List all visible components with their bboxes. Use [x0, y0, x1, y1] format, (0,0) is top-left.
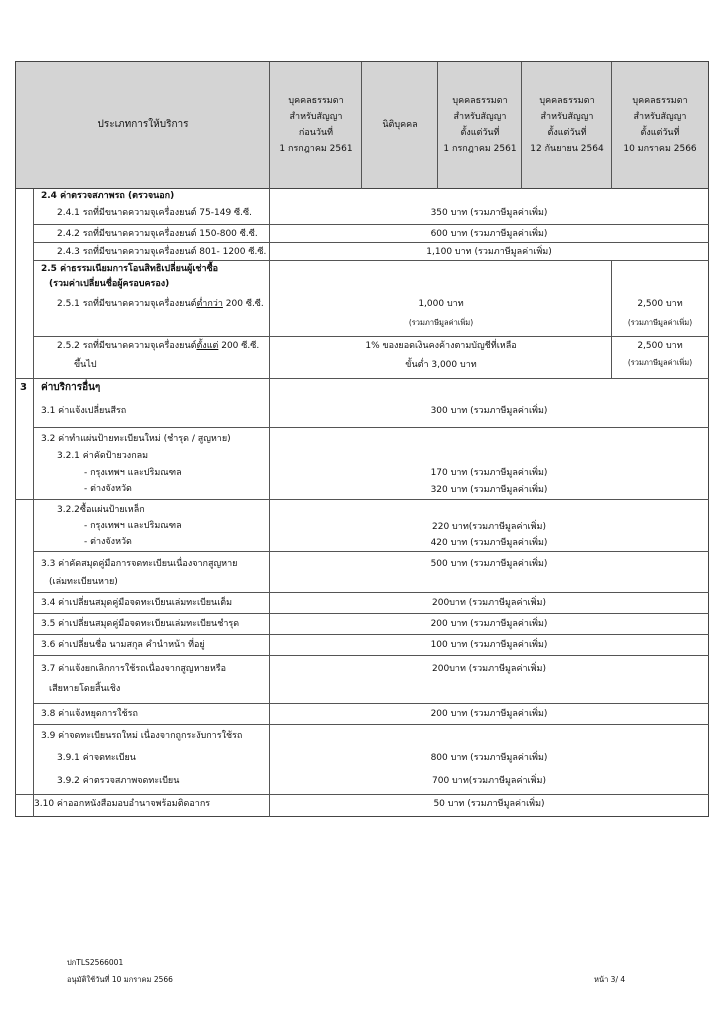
- item-2-5-2-label: 2.5.2 รถที่มีขนาดความจุเครื่องยนต์ตั้งแต่ 200 ซี.ซี.: [57, 341, 260, 351]
- item-2-5-1-vat-2566: (รวมภาษีมูลค่าเพิ่ม): [627, 318, 693, 327]
- item-2-5-1-price-2566: 2,500 บาท: [637, 299, 683, 309]
- item-2-4-2-price: 600 บาท (รวมภาษีมูลค่าเพิ่ม): [430, 229, 548, 239]
- item-3-9-2-price: 700 บาท(รวมภาษีมูลค่าเพิ่ม): [432, 776, 546, 786]
- item-3-2-2-province: - ต่างจังหวัด: [84, 537, 132, 547]
- item-3-6-label: 3.6 ค่าเปลี่ยนชื่อ นามสกุล คำนำหน้า ที่อยู่: [41, 640, 205, 650]
- item-3-9-label: 3.9 ค่าจดทะเบียนรถใหม่ เนื่องจากถูกระงับการใช้รถ: [41, 731, 243, 741]
- item-3-5-price: 200 บาท (รวมภาษีมูลค่าเพิ่ม): [430, 619, 548, 629]
- item-3-7-price: 200บาท (รวมภาษีมูลค่าเพิ่ม): [432, 664, 546, 674]
- document-code: ปกTLS2566001: [67, 958, 124, 967]
- item-3-6-price: 100 บาท (รวมภาษีมูลค่าเพิ่ม): [430, 640, 548, 650]
- item-3-3-price: 500 บาท (รวมภาษีมูลค่าเพิ่ม): [430, 559, 548, 569]
- item-3-3-label: 3.3 ค่าคัดสมุดคู่มือการจดทะเบียนเนื่องจากสูญหาย: [41, 559, 238, 569]
- item-3-2-label: 3.2 ค่าทำแผ่นป้ายทะเบียนใหม่ (ชำรุด / สูญหาย): [41, 434, 231, 444]
- approval-date: อนุมัติใช้วันที่ 10 มกราคม 2566: [67, 975, 173, 984]
- item-2-5-1-label: 2.5.1 รถที่มีขนาดความจุเครื่องยนต์ต่ำกว่า 200 ซี.ซี.: [57, 299, 264, 309]
- item-2-5-1-vat: (รวมภาษีมูลค่าเพิ่ม): [408, 318, 474, 327]
- item-2-5-2-price: 1% ของยอดเงินคงค้างตามบัญชีที่เหลือ: [365, 341, 517, 351]
- item-3-2-2-bangkok-price: 220 บาท(รวมภาษีมูลค่าเพิ่ม): [432, 522, 546, 532]
- header-individual-from-2566: บุคคลธรรมดา สำหรับสัญญา ตั้งแต่วันที่ 10 มกราคม 2566: [623, 96, 697, 154]
- item-3-8-price: 200 บาท (รวมภาษีมูลค่าเพิ่ม): [430, 709, 548, 719]
- header-service-type: ประเภทการให้บริการ: [97, 119, 189, 130]
- item-2-5-2-label-line2: ขึ้นไป: [74, 360, 97, 370]
- header-individual-from-2561: บุคคลธรรมดา สำหรับสัญญา ตั้งแต่วันที่ 1 กรกฎาคม 2561: [443, 96, 517, 154]
- page-number: หน้า 3/ 4: [594, 975, 626, 984]
- item-3-9-1-label: 3.9.1 ค่าจดทะเบียน: [57, 753, 136, 763]
- item-2-4-2-label: 2.4.2 รถที่มีขนาดความจุเครื่องยนต์ 150-800 ซี.ซี.: [57, 229, 258, 239]
- item-3-4-label: 3.4 ค่าเปลี่ยนสมุดคู่มือจดทะเบียนเล่มทะเบียนเต็ม: [41, 598, 233, 608]
- item-2-5-2-vat-2566: (รวมภาษีมูลค่าเพิ่ม): [627, 358, 693, 367]
- item-3-1-price: 300 บาท (รวมภาษีมูลค่าเพิ่ม): [430, 406, 548, 416]
- item-3-10-price: 50 บาท (รวมภาษีมูลค่าเพิ่ม): [433, 799, 545, 809]
- item-2-4-3-price: 1,100 บาท (รวมภาษีมูลค่าเพิ่ม): [426, 247, 552, 257]
- section-3-number: 3: [20, 382, 27, 393]
- item-3-4-price: 200บาท (รวมภาษีมูลค่าเพิ่ม): [432, 598, 546, 608]
- item-2-4-3-label: 2.4.3 รถที่มีขนาดความจุเครื่องยนต์ 801- 1200 ซี.ซี.: [57, 247, 267, 257]
- item-3-7-label: 3.7 ค่าแจ้งยกเลิกการใช้รถเนื่องจากสูญหายหรือ: [41, 664, 227, 674]
- header-individual-before-2561: บุคคลธรรมดา สำหรับสัญญา ก่อนวันที่ 1 กรกฎาคม 2561: [279, 96, 353, 154]
- item-3-2-1-province-price: 320 บาท (รวมภาษีมูลค่าเพิ่ม): [430, 485, 548, 495]
- item-2-5-2-price-2566: 2,500 บาท: [637, 341, 683, 351]
- item-3-3-label-line2: (เล่มทะเบียนหาย): [49, 577, 118, 587]
- item-3-2-2-province-price: 420 บาท (รวมภาษีมูลค่าเพิ่ม): [430, 538, 548, 548]
- section-2-4-title: 2.4 ค่าตรวจสภาพรถ (ตรวจนอก): [41, 191, 175, 201]
- header-juristic-person: นิติบุคคล: [382, 120, 418, 130]
- item-3-2-1-province: - ต่างจังหวัด: [84, 484, 132, 494]
- section-2-5-subtitle: (รวมค่าเปลี่ยนชื่อผู้ครอบครอง): [49, 279, 170, 289]
- item-3-9-1-price: 800 บาท (รวมภาษีมูลค่าเพิ่ม): [430, 753, 548, 763]
- item-2-5-2-minimum: ขั้นต่ำ 3,000 บาท: [405, 360, 477, 370]
- item-3-8-label: 3.8 ค่าแจ้งหยุดการใช้รถ: [41, 709, 138, 719]
- section-3-title: ค่าบริการอื่นๆ: [41, 382, 101, 393]
- item-2-5-1-price: 1,000 บาท: [418, 299, 464, 309]
- item-3-9-2-label: 3.9.2 ค่าตรวจสภาพจดทะเบียน: [57, 776, 180, 786]
- item-3-7-label-line2: เสียหายโดยสิ้นเชิง: [49, 684, 121, 694]
- header-individual-from-2564: บุคคลธรรมดา สำหรับสัญญา ตั้งแต่วันที่ 12 กันยายน 2564: [530, 96, 604, 154]
- item-3-1-label: 3.1 ค่าแจ้งเปลี่ยนสีรถ: [41, 406, 127, 416]
- item-2-4-1-price: 350 บาท (รวมภาษีมูลค่าเพิ่ม): [430, 208, 548, 218]
- item-3-2-1-bangkok-price: 170 บาท (รวมภาษีมูลค่าเพิ่ม): [430, 468, 548, 478]
- item-2-4-1-label: 2.4.1 รถที่มีขนาดความจุเครื่องยนต์ 75-149 ซี.ซี.: [57, 208, 252, 218]
- item-3-2-1-label: 3.2.1 ค่าคัดป้ายวงกลม: [57, 451, 149, 461]
- item-3-10-label: 3.10 ค่าออกหนังสือมอบอำนาจพร้อมติดอากร: [34, 799, 211, 809]
- item-3-5-label: 3.5 ค่าเปลี่ยนสมุดคู่มือจดทะเบียนเล่มทะเบียนชำรุด: [41, 619, 240, 629]
- item-3-2-1-bangkok: - กรุงเทพฯ และปริมณฑล: [84, 468, 182, 478]
- item-3-2-2-bangkok: - กรุงเทพฯ และปริมณฑล: [84, 521, 182, 531]
- section-2-5-title: 2.5 ค่าธรรมเนียมการโอนสิทธิเปลี่ยนผู้เช่าซื้อ: [41, 264, 219, 274]
- item-3-2-2-label: 3.2.2ซื้อแผ่นป้ายเหล็ก: [57, 505, 145, 515]
